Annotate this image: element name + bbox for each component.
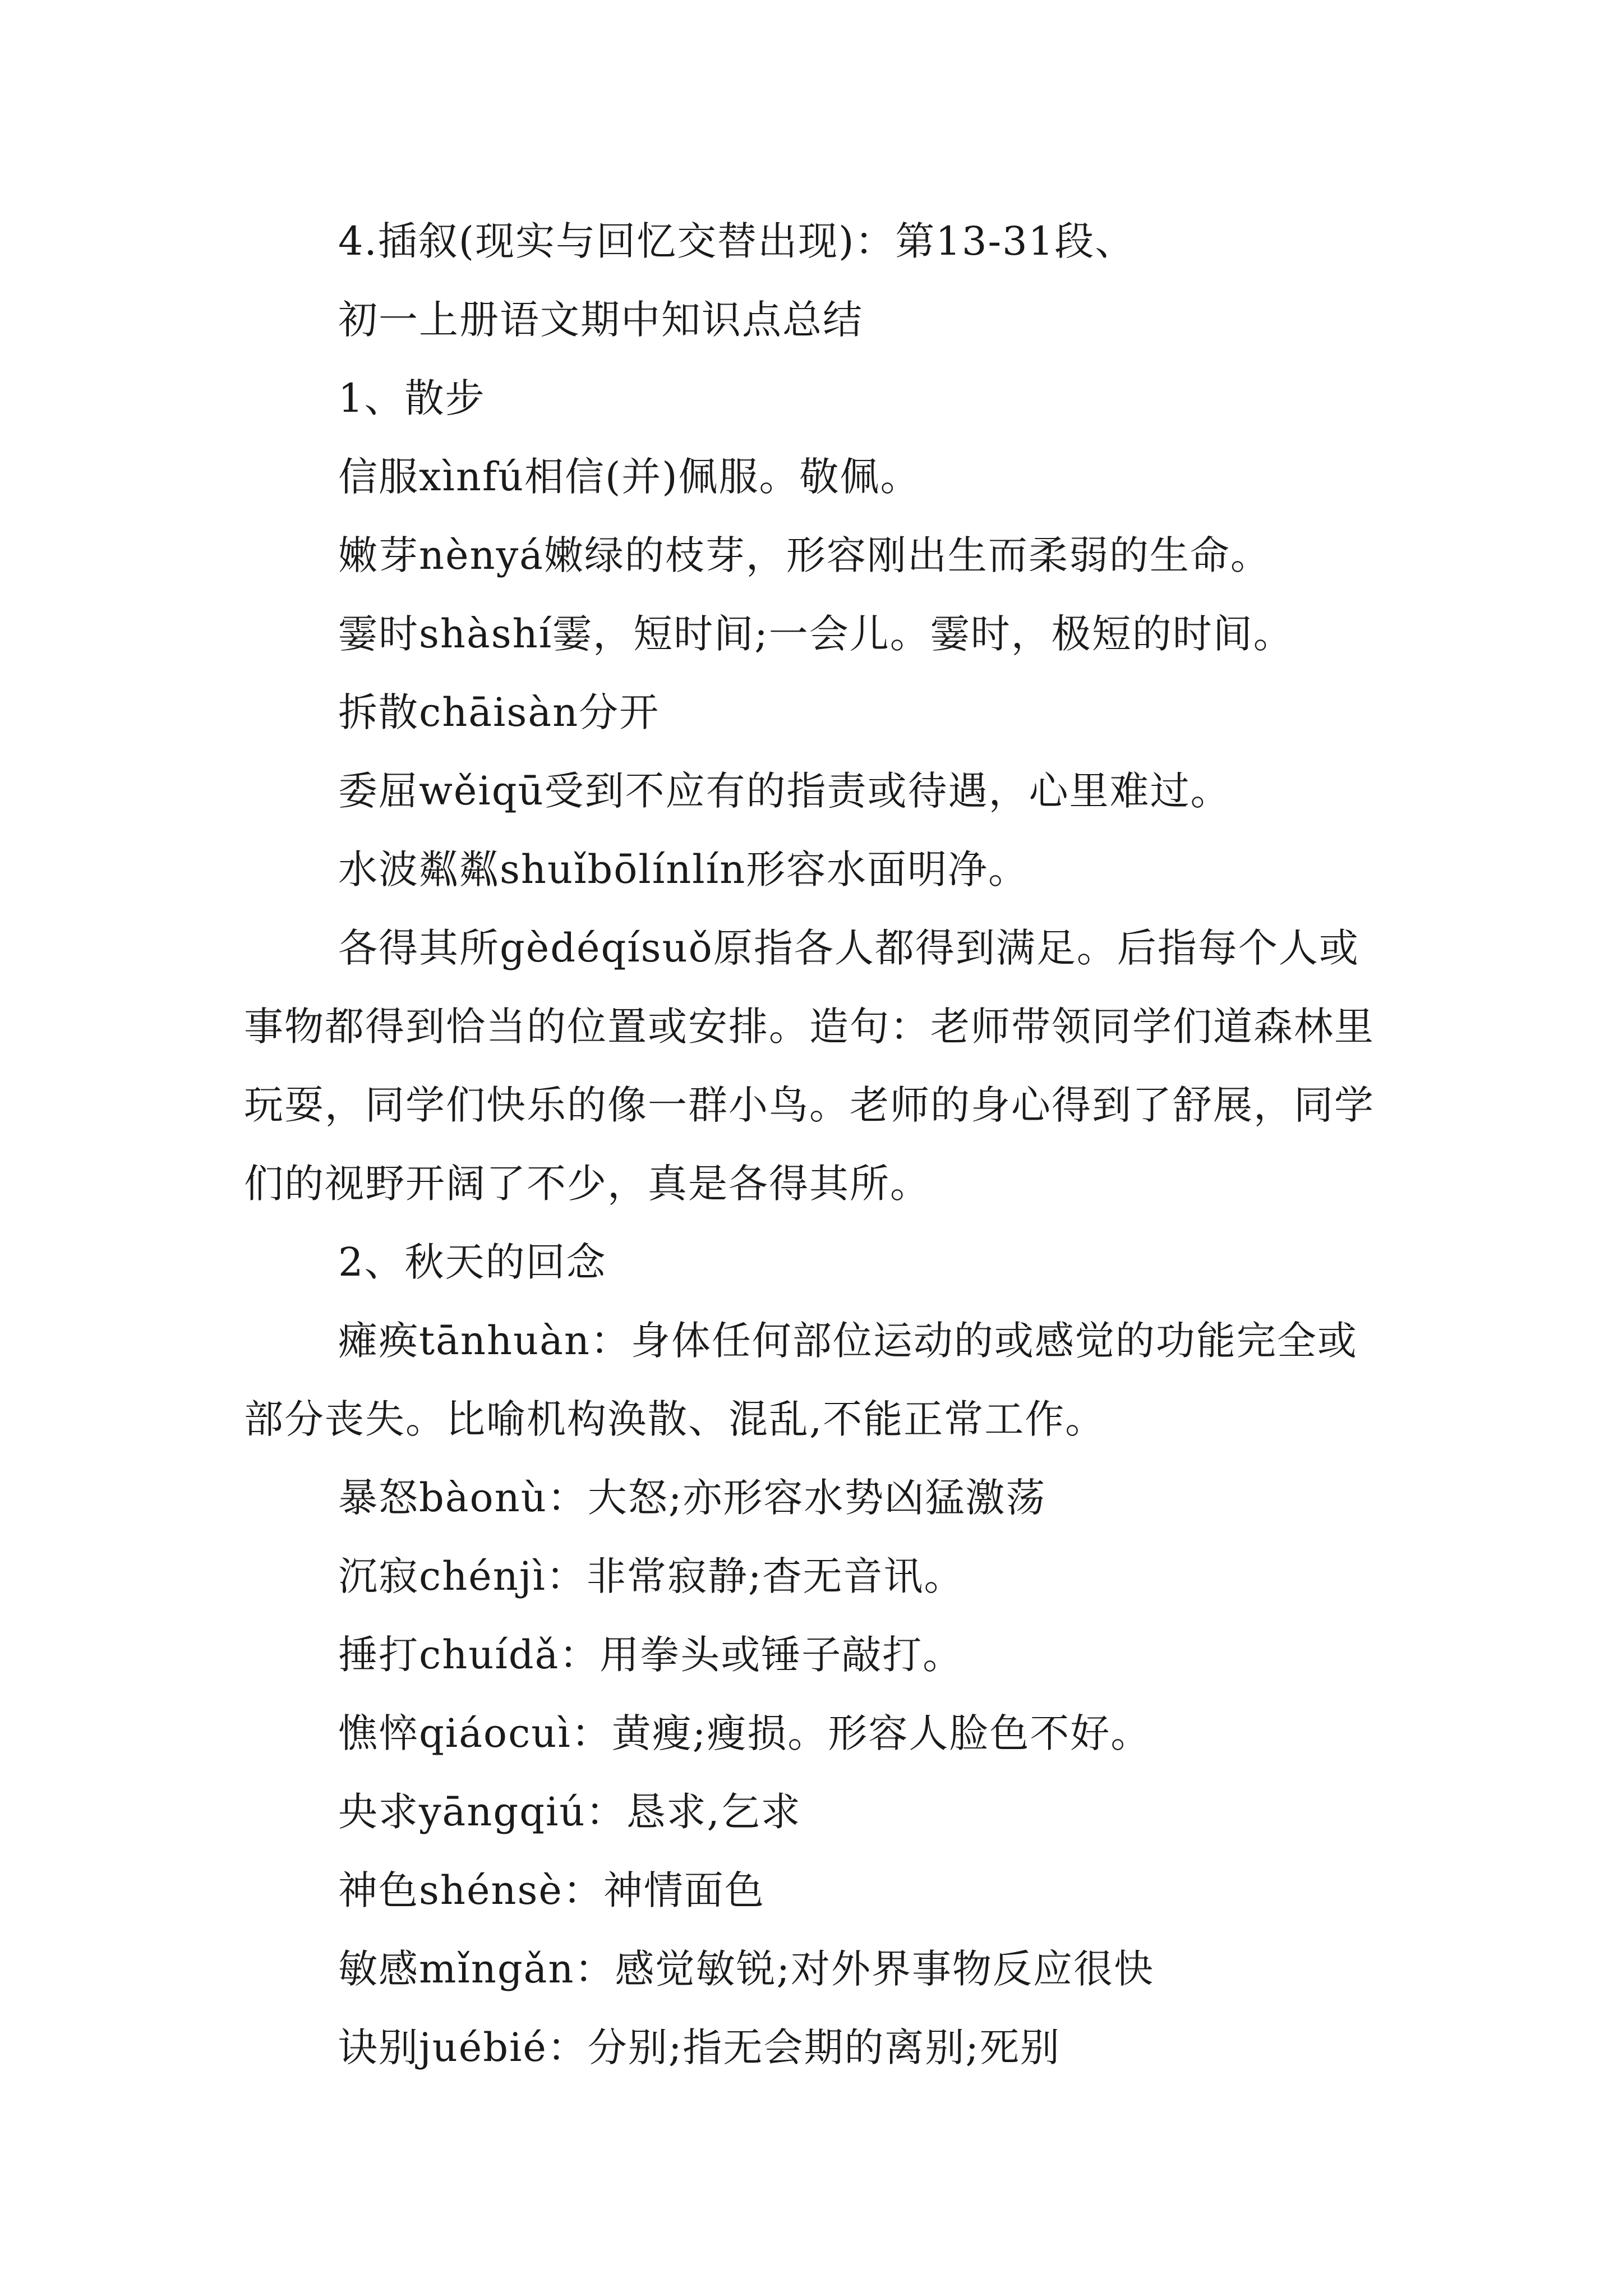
section-title: 初一上册语文期中知识点总结 xyxy=(338,297,863,343)
vocab-item: 信服xìnfú相信(并)佩服。敬佩。 xyxy=(338,454,921,500)
vocab-item: 央求yāngqiú：恳求,乞求 xyxy=(338,1789,801,1835)
vocab-item: 诀别juébié：分别;指无会期的离别;死别 xyxy=(338,2024,1061,2070)
vocab-item: 瘫痪tānhuàn：身体任何部位运动的或感觉的功能完全或部分丧失。比喻机构涣散、混乱,不能正常工作。 xyxy=(244,1318,1358,1442)
vocab-item: 捶打chuídǎ：用拳头或锤子敲打。 xyxy=(338,1632,963,1678)
vocab-item: 沉寂chénjì：非常寂静;杳无音讯。 xyxy=(338,1553,965,1599)
vocab-item: 各得其所gèdéqísuǒ原指各人都得到满足。后指每个人或事物都得到恰当的位置或安排。造句：老师带领同学们道森林里玩耍，同学们快乐的像一群小鸟。老师的身心得到了舒展，同学们的视野开阔了不少，真是各得其所。 xyxy=(244,925,1375,1207)
vocab-item: 水波粼粼shuǐbōlínlín形容水面明净。 xyxy=(338,846,1029,892)
vocab-item: 憔悴qiáocuì：黄瘦;瘦损。形容人脸色不好。 xyxy=(338,1710,1151,1756)
vocab-item: 暴怒bàonù：大怒;亦形容水势凶猛激荡 xyxy=(338,1475,1046,1521)
lesson-heading-2: 2、秋天的回念 xyxy=(338,1239,607,1285)
vocab-item: 霎时shàshí霎，短时间;一会儿。霎时，极短的时间。 xyxy=(338,611,1294,657)
vocab-item: 委屈wěiqū受到不应有的指责或待遇，心里难过。 xyxy=(338,768,1231,814)
paragraph-flashback-note: 4.插叙(现实与回忆交替出现)：第13-31段、 xyxy=(338,218,1136,264)
vocab-item: 拆散chāisàn分开 xyxy=(338,689,660,735)
document-body xyxy=(244,202,1388,2087)
vocab-item: 敏感mǐngǎn：感觉敏锐;对外界事物反应很快 xyxy=(338,1946,1155,1992)
vocab-item: 神色shénsè：神情面色 xyxy=(338,1867,765,1913)
vocab-item: 嫩芽nènyá嫩绿的枝芽，形容刚出生而柔弱的生命。 xyxy=(338,532,1271,578)
lesson-heading-1: 1、散步 xyxy=(338,375,486,421)
